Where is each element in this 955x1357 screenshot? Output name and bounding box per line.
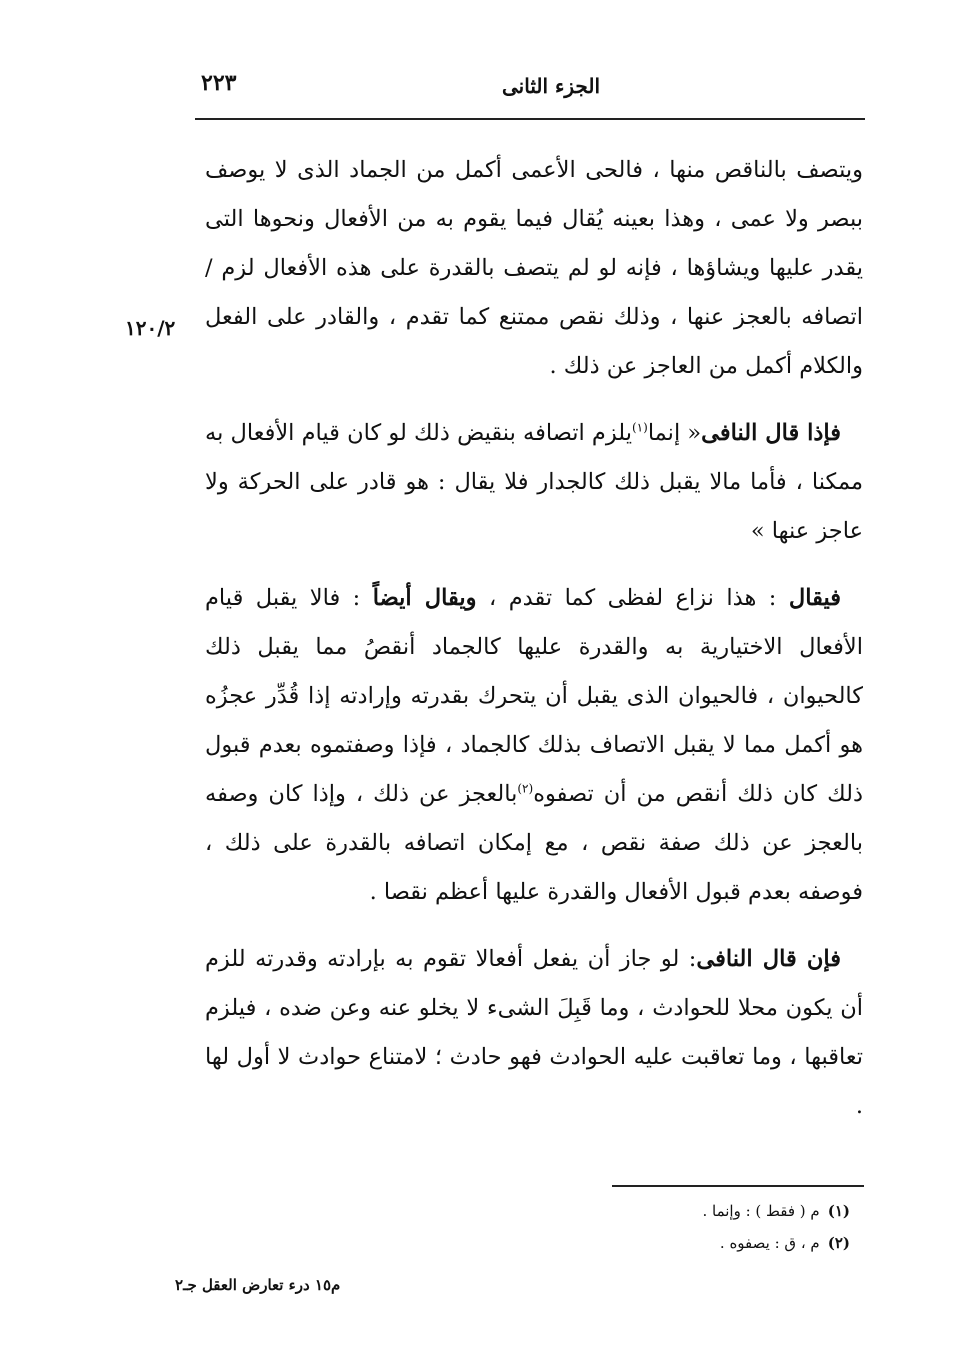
page-number: ٢٢٣ — [201, 70, 237, 96]
paragraph-2-lead: فإذا قال النافى — [701, 420, 841, 446]
paragraph-4-lead: فإن قال النافى — [696, 946, 841, 972]
paragraph-2-text-a: « إنما — [647, 420, 702, 446]
footnotes — [560, 1195, 850, 1259]
paragraph-3 — [205, 574, 863, 917]
footnote-1-number: (١) — [827, 1202, 850, 1220]
main-text — [205, 146, 863, 1149]
footnote-1-text: م ( فقط ) : وإنما . — [702, 1202, 820, 1220]
footnote-2 — [560, 1227, 850, 1259]
footnote-1 — [560, 1195, 850, 1227]
paragraph-3-lead-2: ويقال أيضاً — [372, 585, 477, 611]
paragraph-3-text-a: : هذا نزاع لفظى كما تقدم ، — [488, 585, 777, 611]
footnote-ref-1[interactable]: (١) — [631, 420, 648, 435]
footnote-ref-2[interactable]: (٢) — [517, 781, 534, 796]
printer-signature: م١٥ درء تعارض العقل جـ٢ — [175, 1276, 341, 1294]
paragraph-2-text-b: يلزم اتصافه بنقيض ذلك لو كان قيام الأفعال به ممكنا ، فأما مالا يقبل ذلك كالجدار فلا يقال : هو قادر على الحركة ولا عاجز عنها » — [205, 420, 863, 544]
footnote-2-number: (٢) — [827, 1234, 850, 1252]
page-header — [195, 64, 865, 116]
running-title: الجزء الثانى — [502, 74, 600, 98]
paragraph-4 — [205, 935, 863, 1131]
footnote-2-text: م ، ق : يصفوه . — [719, 1234, 820, 1252]
paragraph-3-text-c: بالعجز عن ذلك ، وإذا كان وصفه بالعجز عن ذلك صفة نقص ، مع إمكان اتصافه بالقدرة على ذلك ، فوصفه بعدم قبول الأفعال والقدرة عليها أعظم نقصا . — [205, 781, 863, 905]
paragraph-3-lead: فيقال — [788, 585, 841, 611]
margin-reference: ١٢٠/٢ — [125, 316, 176, 340]
paragraph-3-text-b: : فالا يقبل قيام الأفعال الاختيارية به والقدرة عليها كالجماد أنقصُ مما يقبل ذلك كالحيوان ، فالحيوان الذى يقبل أن يتحرك بقدرته وإرادته إذا قُدِّر عجزُه هو أكمل مما لا يقبل الاتصاف بذلك كالجماد ، فإذا وصفتموه بعدم قبول ذلك كان ذلك أنقص من أن تصفوه — [205, 585, 863, 807]
paragraph-4-text: : لو جاز أن يفعل أفعالا تقوم به بإرادته وقدرته للزم أن يكون محلا للحوادث ، وما قَبِلَ الشىء لا يخلو عنه وعن ضده ، فيلزم تعاقبها ، وما تعاقبت عليه الحوادث فهو حادث ؛ لامتناع حوادث لا أول لها . — [205, 946, 863, 1119]
header-rule — [195, 118, 865, 120]
paragraph-1-text: ويتصف بالناقص منها ، فالحى الأعمى أكمل من الجماد الذى لا يوصف ببصر ولا عمى ، وهذا بعينه يُقال فيما يقوم به من الأفعال ونحوها التى يقدر عليها ويشاؤها ، فإنه لو لم يتصف بالقدرة على هذه الأفعال لزم / اتصافه بالعجز عنها ، وذلك نقص ممتنع كما تقدم ، والقادر على الفعل والكلام أكمل من العاجز عن ذلك . — [205, 157, 863, 379]
paragraph-1 — [205, 146, 863, 391]
footnote-rule — [612, 1185, 864, 1187]
paragraph-2 — [205, 409, 863, 556]
